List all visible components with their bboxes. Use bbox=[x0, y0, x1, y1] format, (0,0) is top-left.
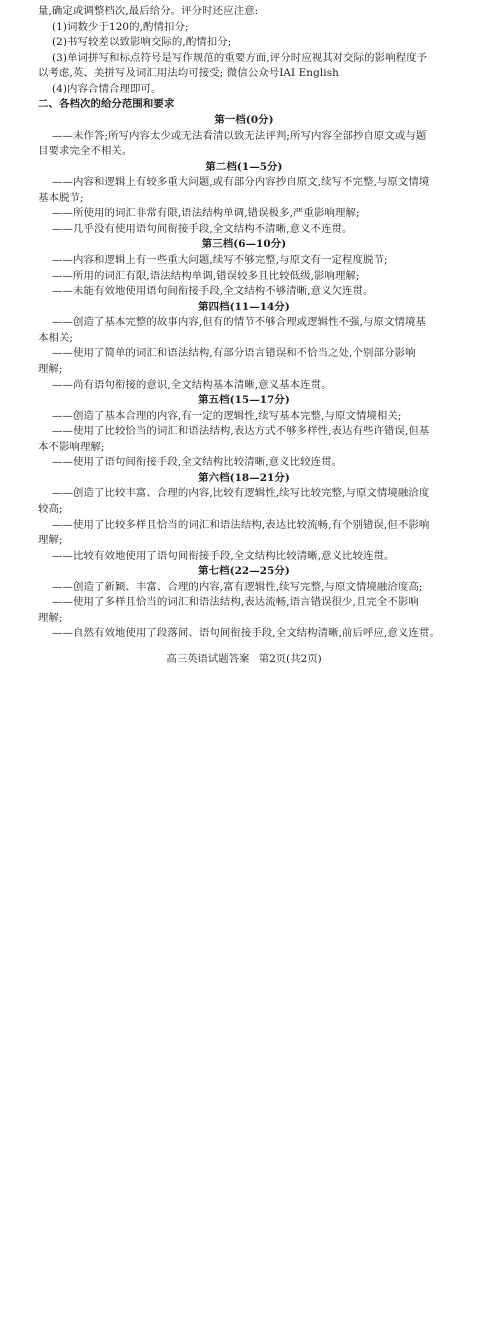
tier-title: 第六档(18—21分) bbox=[198, 471, 290, 484]
tier-title: 第一档(0分) bbox=[214, 113, 274, 126]
tier-line: ——使用了多样且恰当的词汇和语法结构,表达流畅,语言错误很少,且完全不影响 bbox=[52, 596, 419, 609]
tier-line: ——创造了比较丰富、合理的内容,比较有逻辑性,续写比较完整,与原文情境融洽度 bbox=[52, 487, 430, 500]
tier-line: ——使用了语句间衔接手段,全文结构比较清晰,意义比较连贯。 bbox=[52, 456, 343, 469]
note-handwriting: (2)书写较差以致影响交际的,酌情扣分; bbox=[52, 36, 232, 49]
tier-line: 理解; bbox=[38, 611, 63, 624]
tier-line: ——几乎没有使用语句间衔接手段,全文结构不清晰,意义不连贯。 bbox=[52, 222, 353, 235]
tier-line: ——所使用的词汇非常有限,语法结构单调,错误极多,严重影响理解; bbox=[52, 207, 360, 220]
footer-doc-title: 高三英语试题答案 bbox=[166, 653, 250, 665]
tier-line: 目要求完全不相关。 bbox=[38, 145, 133, 157]
tier-line: ——创造了基本合理的内容,有一定的逻辑性,续写基本完整,与原文情境相关; bbox=[52, 409, 402, 422]
tier-line: 本相关; bbox=[38, 331, 74, 344]
intro-line: 量,确定或调整档次,最后给分。评分时还应注意: bbox=[38, 5, 259, 17]
tier-line: 理解; bbox=[38, 362, 63, 375]
tier-line: ——尚有语句衔接的意识,全文结构基本清晰,意义基本连贯。 bbox=[52, 378, 332, 391]
tier-title: 第二档(1—5分) bbox=[205, 160, 283, 173]
note-spelling: (3)单词拼写和标点符号是写作规范的重要方面,评分时应视其对交际的影响程度予 bbox=[52, 51, 428, 64]
tier-line: ——内容和逻辑上有较多重大问题,或有部分内容抄自原文,续写不完整,与原文情境 bbox=[52, 176, 430, 189]
tier-line: ——创造了新颖、丰富、合理的内容,富有逻辑性,续写完整,与原文情境融洽度高; bbox=[52, 580, 423, 593]
tier-line: ——所用的词汇有限,语法结构单调,错误较多且比较低级,影响理解; bbox=[52, 269, 360, 282]
section-heading: 二、各档次的给分范围和要求 bbox=[38, 98, 175, 111]
tier-line: 本不影响理解; bbox=[38, 440, 105, 453]
tier-title: 第五档(15—17分) bbox=[198, 394, 290, 406]
tier-line: ——使用了比较恰当的词汇和语法结构,表达方式不够多样性,表达有些许错误,但基 bbox=[52, 425, 430, 438]
note-spelling-cont: 以考虑,英、美拼写及词汇用法均可接受; 微信公众号IAI English bbox=[38, 67, 339, 80]
tier-line: ——自然有效地使用了段落间、语句间衔接手段,全文结构清晰,前后呼应,意义连贯。 bbox=[52, 627, 440, 640]
tier-line: ——未能有效地使用语句间衔接手段,全文结构不够清晰,意义欠连贯。 bbox=[52, 285, 374, 298]
note-content: (4)内容合情合理即可。 bbox=[52, 82, 162, 95]
tier-line: 理解; bbox=[38, 534, 63, 547]
page-footer bbox=[0, 652, 488, 666]
note-word-count: (1)词数少于120的,酌情扣分; bbox=[52, 20, 189, 33]
tier-line: ——创造了基本完整的故事内容,但有的情节不够合理或逻辑性不强,与原文情境基 bbox=[52, 316, 426, 329]
tier-line: ——使用了简单的词汇和语法结构,有部分语言错误和不恰当之处,个别部分影响 bbox=[52, 347, 416, 360]
tier-line: ——未作答;所写内容太少或无法看清以致无法评判;所写内容全部抄自原文或与题 bbox=[52, 129, 427, 142]
tier-line: ——使用了比较多样且恰当的词汇和语法结构,表达比较流畅,有个别错误,但不影响 bbox=[52, 518, 430, 531]
tier-line: ——内容和逻辑上有一些重大问题,续写不够完整,与原文有一定程度脱节; bbox=[52, 254, 388, 266]
tier-line: ——比较有效地使用了语句间衔接手段,全文结构比较清晰,意义比较连贯。 bbox=[52, 549, 395, 562]
footer-page-number: 第2页(共2页) bbox=[258, 653, 322, 665]
tier-title: 第四档(11—14分) bbox=[198, 300, 290, 313]
tier-title: 第七档(22—25分) bbox=[198, 565, 290, 578]
tier-title: 第三档(6—10分) bbox=[201, 238, 287, 251]
tier-line: 较高; bbox=[38, 503, 63, 515]
tier-line: 基本脱节; bbox=[38, 191, 84, 204]
